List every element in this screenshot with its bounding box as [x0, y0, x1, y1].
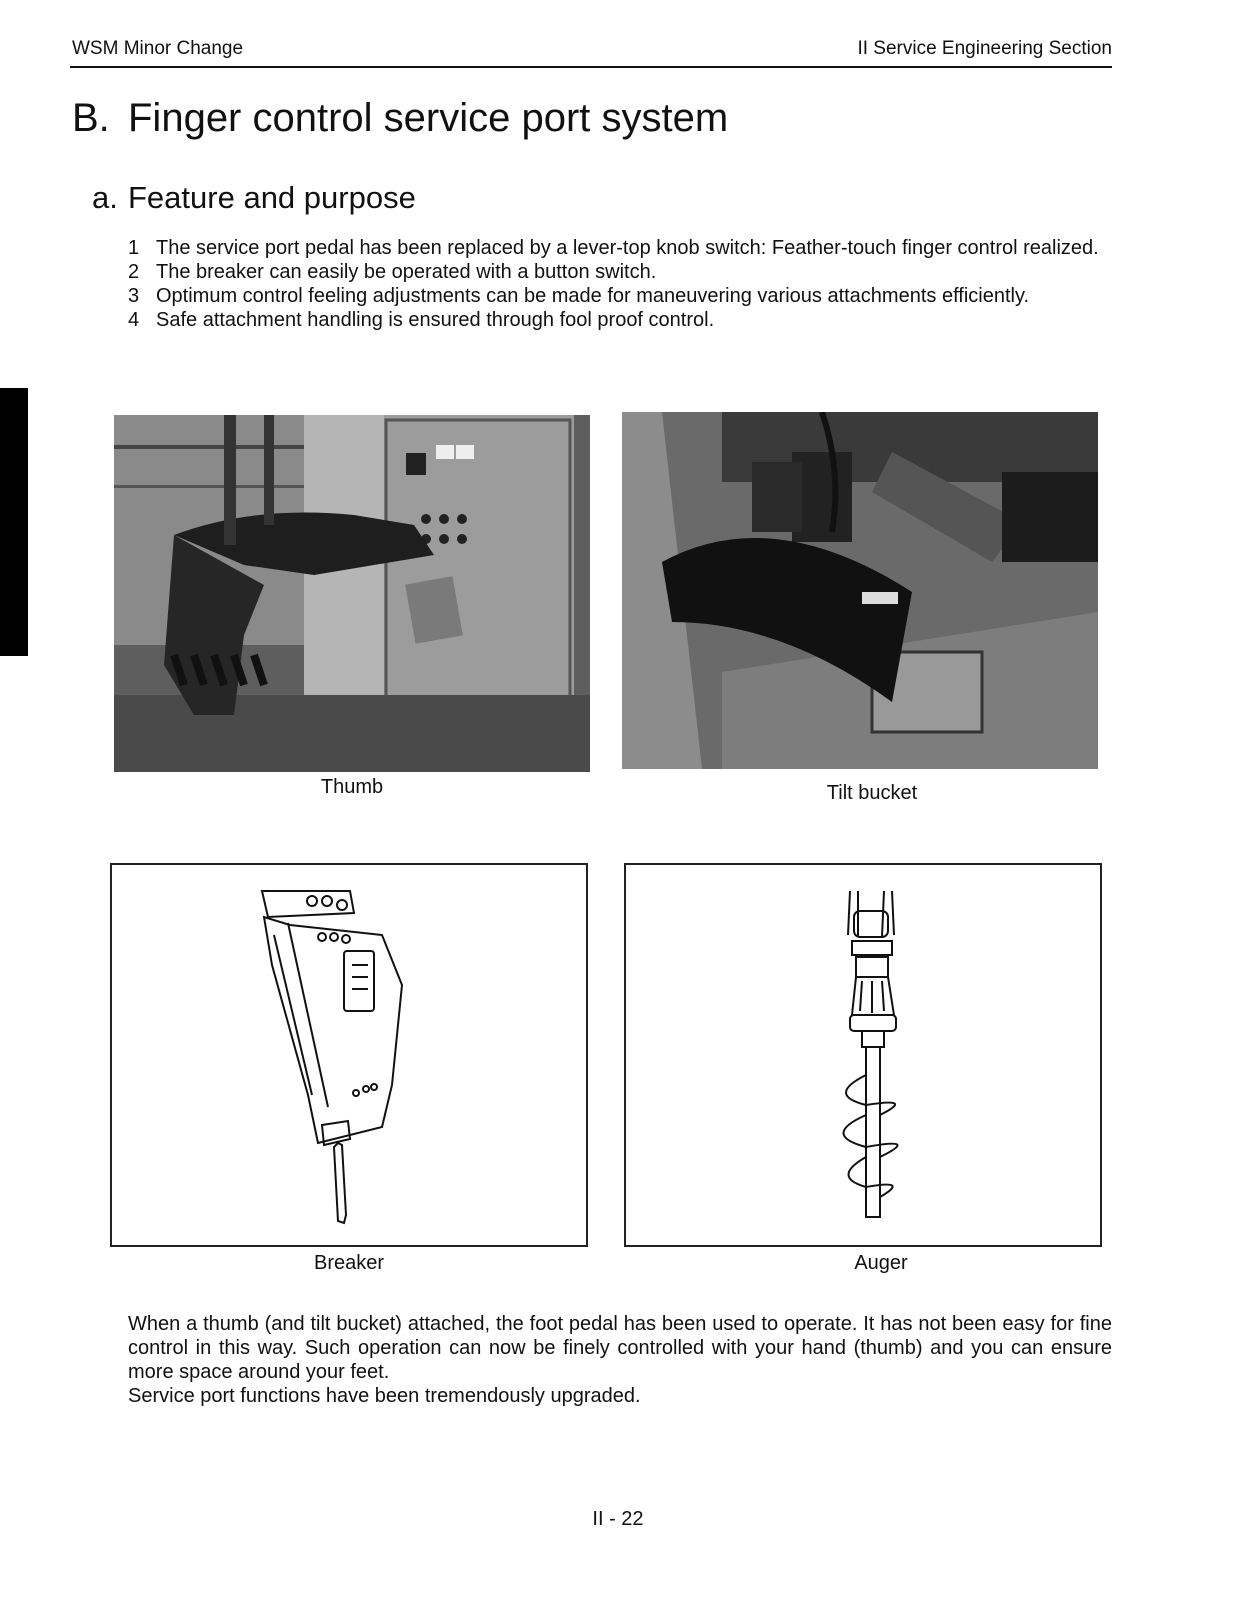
figure-caption-tilt-bucket: Tilt bucket: [826, 782, 918, 804]
breaker-illustration: [110, 863, 588, 1247]
list-item-number: 1: [128, 237, 140, 259]
body-paragraph: When a thumb (and tilt bucket) attached, the foot pedal has been used to operate. It has not been easy for fine control in this way. Such operation can now be finely controlled with your hand (thumb) and you can ensure more space around your feet.: [128, 1313, 1112, 1383]
section-title: [72, 96, 728, 141]
auger-illustration: [624, 863, 1102, 1247]
section-title-text: Finger control service port system: [128, 96, 729, 140]
list-item-text: The breaker can easily be operated with a button switch.: [156, 261, 657, 283]
figure-caption-auger: Auger: [854, 1252, 908, 1274]
chapter-tab-marker: [0, 388, 28, 656]
thumb-photo: [114, 415, 590, 772]
list-item: [128, 308, 1112, 332]
list-item-text: Optimum control feeling adjustments can be made for maneuvering various attachments efficiently.: [156, 285, 1030, 307]
list-item: [128, 284, 1112, 308]
subsection-title: [92, 180, 416, 216]
header-right-title: II Service Engineering Section: [857, 38, 1112, 59]
list-item-text: Safe attachment handling is ensured through fool proof control.: [156, 309, 715, 331]
header-left-title: WSM Minor Change: [72, 38, 244, 59]
list-item-number: 2: [128, 261, 140, 283]
list-item-text: The service port pedal has been replaced by a lever-top knob switch: Feather-touch finger control realized.: [156, 237, 1099, 259]
feature-list: [128, 236, 1112, 332]
subsection-number: a.: [92, 180, 118, 215]
subsection-title-text: Feature and purpose: [128, 180, 416, 215]
figure-caption-breaker: Breaker: [313, 1252, 385, 1274]
list-item: [128, 260, 1112, 284]
page-number: II - 22: [592, 1508, 644, 1530]
list-item: [128, 236, 1112, 260]
tilt-bucket-photo: [622, 412, 1098, 769]
section-number: B.: [72, 96, 110, 140]
header-divider: [70, 66, 1112, 68]
body-paragraph-conclusion: Service port functions have been tremendously upgraded.: [128, 1385, 641, 1407]
list-item-number: 3: [128, 285, 140, 307]
figure-caption-thumb: Thumb: [320, 776, 384, 798]
list-item-number: 4: [128, 309, 140, 331]
